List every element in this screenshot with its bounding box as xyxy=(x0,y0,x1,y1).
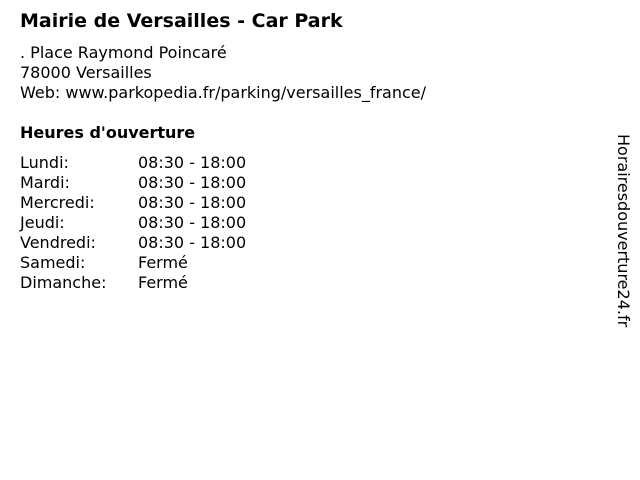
site-watermark-text: Horairesdouverture24.fr xyxy=(614,134,633,328)
site-watermark xyxy=(610,134,634,344)
address-web: Web: www.parkopedia.fr/parking/versailles_france/ xyxy=(20,83,427,102)
day-label: Jeudi: xyxy=(20,213,65,232)
day-label: Lundi: xyxy=(20,153,69,172)
address-block xyxy=(20,43,426,103)
day-label: Vendredi: xyxy=(20,233,96,252)
page-title: Mairie de Versailles - Car Park xyxy=(20,10,343,32)
day-hours: 08:30 - 18:00 xyxy=(138,193,247,212)
address-street: . Place Raymond Poincaré xyxy=(20,43,227,62)
day-hours: Fermé xyxy=(138,253,188,272)
day-hours: Fermé xyxy=(138,273,188,292)
day-hours: 08:30 - 18:00 xyxy=(138,153,247,172)
day-label: Samedi: xyxy=(20,253,86,272)
address-city: 78000 Versailles xyxy=(20,63,152,82)
day-hours: 08:30 - 18:00 xyxy=(138,233,247,252)
day-hours: 08:30 - 18:00 xyxy=(138,173,247,192)
day-label: Mercredi: xyxy=(20,193,95,212)
hours-heading: Heures d'ouverture xyxy=(20,123,196,142)
day-label: Mardi: xyxy=(20,173,70,192)
day-label: Dimanche: xyxy=(20,273,107,292)
day-hours: 08:30 - 18:00 xyxy=(138,213,247,232)
